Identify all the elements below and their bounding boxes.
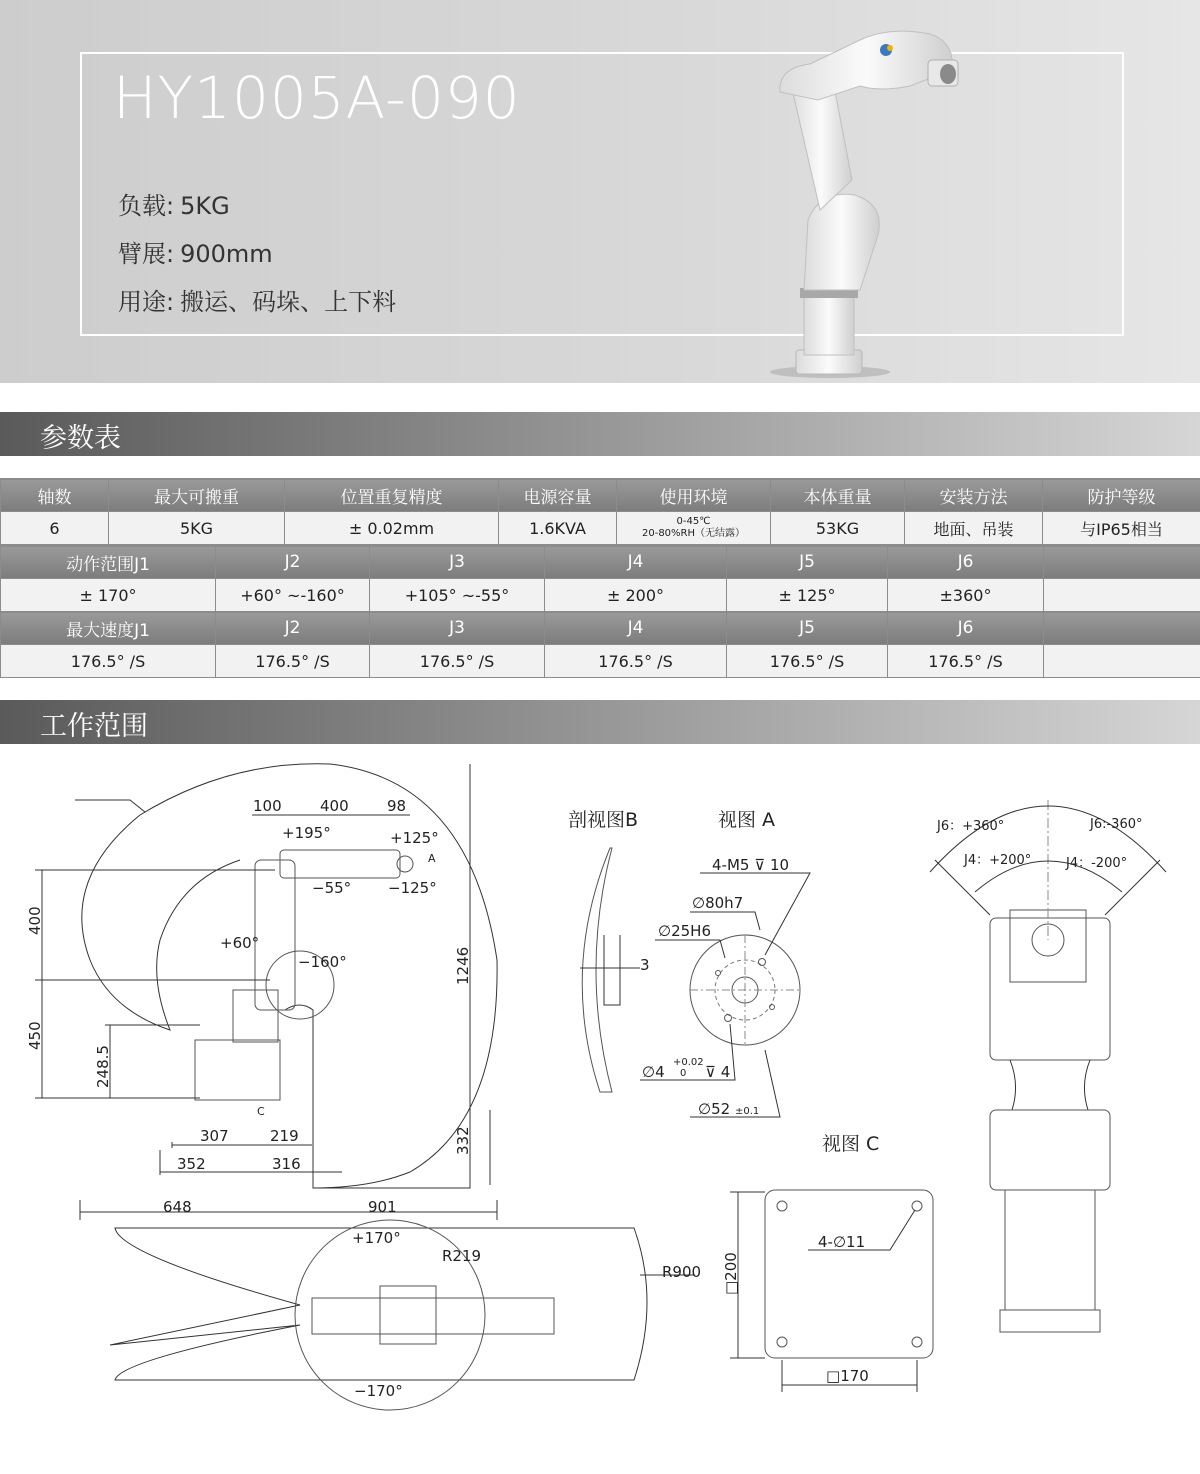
spec-reach <box>118 234 273 269</box>
dim-label: 648 <box>163 1198 192 1216</box>
dim-label: R900 <box>662 1263 702 1281</box>
spec-label: 用途: <box>118 288 175 316</box>
table-header-row <box>1 479 1200 512</box>
section-header-range <box>0 700 1200 744</box>
table-header-cell: J2 <box>216 546 370 579</box>
spec-load <box>118 186 230 221</box>
table-cell: ± 200° <box>545 579 727 612</box>
angle-label: J4：-200° <box>1066 856 1128 871</box>
angle-label: −160° <box>298 953 347 971</box>
spec-label: 臂展: <box>118 240 175 268</box>
dim-label: 4-∅11 <box>818 1233 866 1251</box>
table-header-cell: 轴数 <box>1 479 109 512</box>
side-base <box>195 1040 280 1100</box>
dim-label: 248.5 <box>94 1045 112 1088</box>
dim-label: 4-M5 ⊽ 10 <box>712 856 790 874</box>
table-cell <box>1044 645 1200 678</box>
table-cell: +105° ~-55° <box>370 579 545 612</box>
table-header-row <box>1 546 1200 579</box>
angle-label: +60° <box>220 934 260 952</box>
view-mark: C <box>257 1105 265 1118</box>
table-row <box>1 512 1200 545</box>
table-header-cell: 最大速度J1 <box>1 612 216 645</box>
angle-label: +170° <box>352 1229 401 1247</box>
table-header-cell: 最大可搬重 <box>109 479 285 512</box>
dim-label: 332 <box>454 1126 472 1155</box>
param-table-motion <box>0 545 1200 678</box>
dim-label: ⊽ 4 <box>705 1063 731 1081</box>
base-plate <box>765 1190 933 1358</box>
angle-label: J6:-360° <box>1090 817 1143 832</box>
table-cell: ± 125° <box>727 579 888 612</box>
section-b-profile <box>582 848 612 1092</box>
table-header-cell: 使用环境 <box>617 479 771 512</box>
table-header-cell: 防护等级 <box>1043 479 1200 512</box>
dim-label: ∅4 <box>642 1063 665 1081</box>
table-row <box>1 645 1200 678</box>
table-header-cell: 位置重复精度 <box>285 479 499 512</box>
section-title: 工作范围 <box>40 711 148 742</box>
dim-label: 400 <box>26 906 44 935</box>
spec-label: 负载: <box>118 192 175 220</box>
dim-label: □170 <box>826 1367 869 1385</box>
model-title: HY1005A-090 <box>113 64 521 132</box>
param-table-general <box>0 478 1200 545</box>
dim-label: 100 <box>253 797 282 815</box>
angle-label: −55° <box>312 879 352 897</box>
tolerance-lower: 0 <box>680 1068 687 1079</box>
spec-value: 900mm <box>180 240 273 268</box>
table-cell: 176.5° /S <box>727 645 888 678</box>
view-b-title: 剖视图B <box>568 809 639 831</box>
section-title: 参数表 <box>40 423 121 454</box>
table-header-cell: J4 <box>545 612 727 645</box>
spec-usage <box>118 282 396 317</box>
table-header-cell <box>1044 546 1200 579</box>
env-temperature: 0-45℃ <box>676 516 711 527</box>
dim-label: 98 <box>387 797 407 815</box>
robot-arm-image <box>760 20 1000 380</box>
table-cell: ± 170° <box>1 579 216 612</box>
table-cell: +60° ~-160° <box>216 579 370 612</box>
hero-banner <box>0 0 1200 383</box>
table-header-row <box>1 612 1200 645</box>
table-cell: ±360° <box>888 579 1044 612</box>
table-header-cell: J3 <box>370 612 545 645</box>
angle-label: J4：+200° <box>964 853 1032 868</box>
table-header-cell: 本体重量 <box>771 479 905 512</box>
table-header-cell <box>1044 612 1200 645</box>
angle-label: −125° <box>388 879 437 897</box>
angle-label: J6：+360° <box>937 819 1005 834</box>
table-cell: 176.5° /S <box>545 645 727 678</box>
table-header-cell: J6 <box>888 546 1044 579</box>
dim-label: 307 <box>200 1127 229 1145</box>
table-header-cell: 电源容量 <box>499 479 617 512</box>
table-cell: 与IP65相当 <box>1043 512 1200 545</box>
spec-value: 5KG <box>180 192 230 220</box>
dim-label: 901 <box>368 1198 397 1216</box>
view-c-title: 视图 C <box>822 1133 880 1155</box>
table-header-cell: 安装方法 <box>905 479 1043 512</box>
dim-label: 316 <box>272 1155 301 1173</box>
table-cell-environment <box>617 512 771 545</box>
table-header-cell: J5 <box>727 612 888 645</box>
dim-label: ∅52 ±0.1 <box>698 1100 760 1118</box>
dim-label: 450 <box>26 1021 44 1050</box>
table-cell: 176.5° /S <box>370 645 545 678</box>
view-mark: A <box>428 852 436 865</box>
dim-label: ∅25H6 <box>658 922 711 940</box>
top-envelope <box>110 1228 647 1380</box>
table-cell: 53KG <box>771 512 905 545</box>
angle-label: +125° <box>390 829 439 847</box>
table-header-cell: J5 <box>727 546 888 579</box>
table-cell: 5KG <box>109 512 285 545</box>
dim-label: R219 <box>442 1247 482 1265</box>
table-cell: 176.5° /S <box>216 645 370 678</box>
spec-value: 搬运、码垛、上下料 <box>180 288 397 316</box>
table-cell <box>1044 579 1200 612</box>
table-cell: 6 <box>1 512 109 545</box>
table-cell: 1.6KVA <box>499 512 617 545</box>
front-robot <box>990 918 1110 1060</box>
table-cell: ± 0.02mm <box>285 512 499 545</box>
dim-label: 219 <box>270 1127 299 1145</box>
angle-label: −170° <box>354 1382 403 1400</box>
work-range-drawing <box>0 750 1200 1474</box>
table-cell: 地面、吊装 <box>905 512 1043 545</box>
table-cell: 176.5° /S <box>888 645 1044 678</box>
dim-label: 3 <box>640 956 650 974</box>
table-header-cell: J4 <box>545 546 727 579</box>
table-cell: 176.5° /S <box>1 645 216 678</box>
dim-label: 1246 <box>454 946 472 985</box>
env-humidity: 20-80%RH（无结露） <box>641 528 746 539</box>
table-header-cell: J2 <box>216 612 370 645</box>
table-header-cell: J6 <box>888 612 1044 645</box>
table-header-cell: 动作范围J1 <box>1 546 216 579</box>
dim-label: 352 <box>177 1155 206 1173</box>
table-header-cell: J3 <box>370 546 545 579</box>
angle-label: +195° <box>282 824 331 842</box>
dim-label: ∅80h7 <box>692 894 744 912</box>
table-row <box>1 579 1200 612</box>
dim-label: 400 <box>320 797 349 815</box>
section-header-params <box>0 412 1200 456</box>
tolerance-upper: +0.02 <box>673 1057 704 1068</box>
dim-label: □200 <box>722 1252 740 1295</box>
view-a-title: 视图 A <box>718 809 776 831</box>
